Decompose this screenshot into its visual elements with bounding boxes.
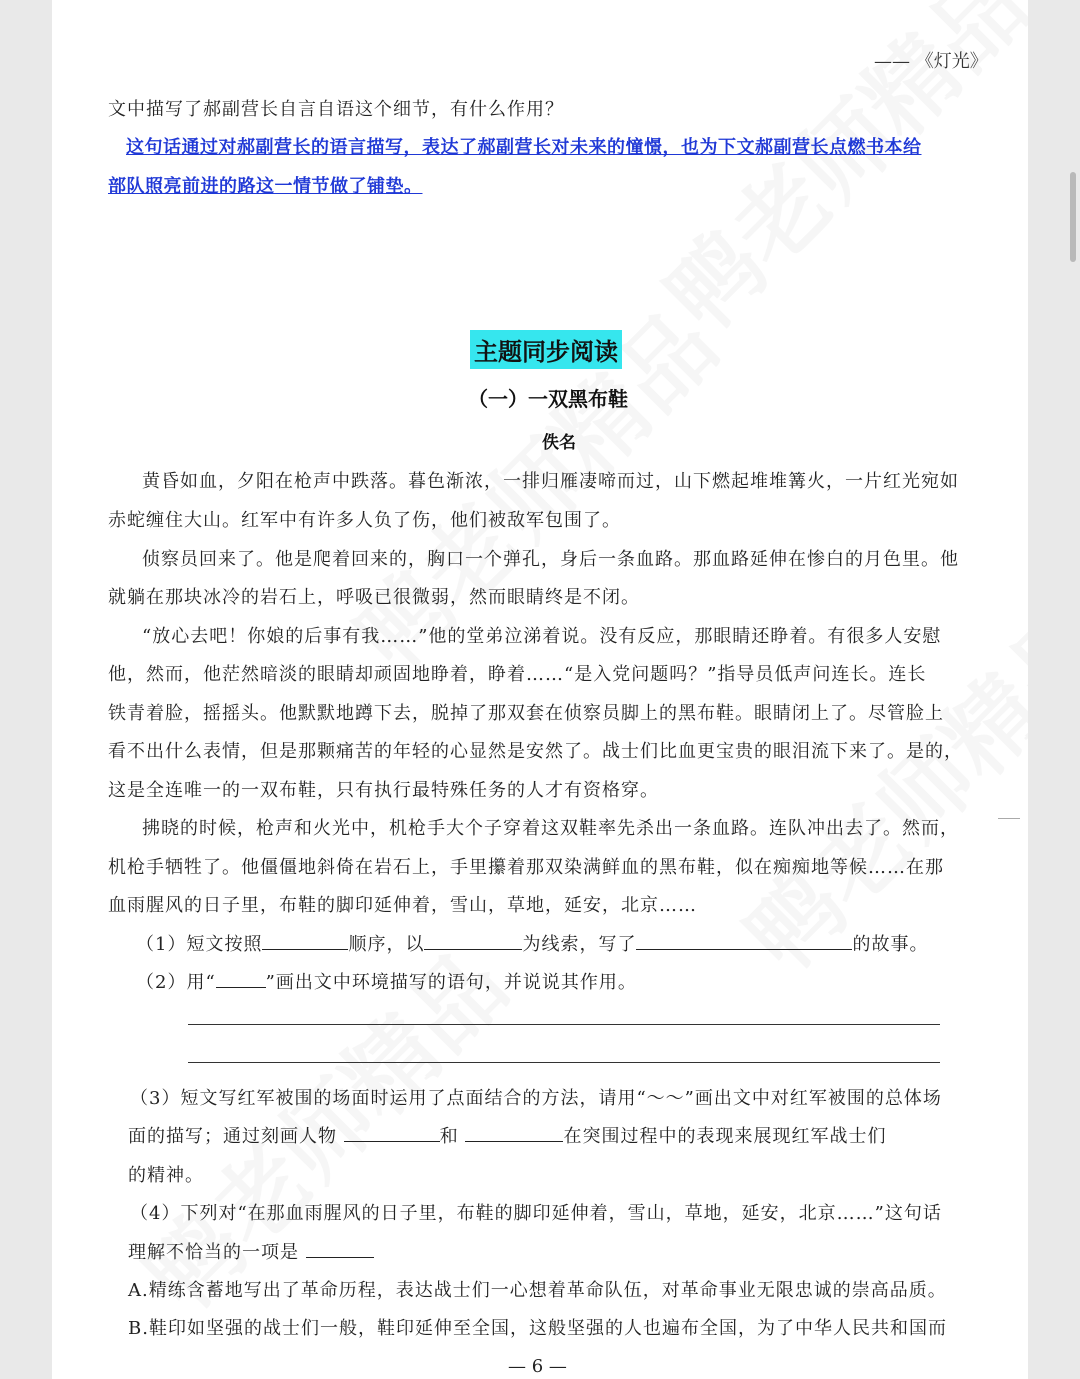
answer-line-2: 部队照亮前进的路这一情节做了铺垫。 — [108, 176, 423, 197]
blank-field[interactable] — [465, 1123, 563, 1142]
question-3-line-1: （3）短文写红军被围的场面时运用了点面结合的方法，请用“～～”画出文中对红军被围的总体场 — [130, 1088, 942, 1109]
blank-field[interactable] — [216, 969, 266, 988]
margin-dash — [998, 818, 1020, 819]
paragraph-line: 侦察员回来了。他是爬着回来的，胸口一个弹孔，身后一条血路。那血路延伸在惨白的月色里。他 — [142, 549, 959, 570]
document-page — [52, 0, 1028, 1379]
blank-field[interactable] — [424, 931, 522, 950]
paragraph-line: 看不出什么表情，但是那颗痛苦的年轻的心显然是安然了。战士们比血更宝贵的眼泪流下来了。是的， — [108, 741, 963, 762]
paragraph-line: 血雨腥风的日子里，布鞋的脚印延伸着，雪山，草地，延安，北京…… — [108, 895, 697, 916]
paragraph-line: 黄昏如血，夕阳在枪声中跌落。暮色渐浓，一排归雁凄啼而过，山下燃起堆堆篝火，一片红光宛如 — [142, 471, 959, 492]
paragraph-line: “放心去吧！你娘的后事有我……”他的堂弟泣涕着说。没有反应，那眼睛还睁着。有很多人安慰 — [142, 626, 942, 647]
question-3-line-3: 的精神。 — [128, 1165, 204, 1186]
author: 佚名 — [542, 433, 576, 453]
question-4-line-2: 理解不恰当的一项是 — [128, 1238, 374, 1264]
blank-field[interactable] — [262, 931, 348, 950]
scrollbar-thumb[interactable] — [1070, 172, 1076, 262]
blank-field[interactable] — [636, 931, 852, 950]
paragraph-line: 这是全连唯一的一双布鞋，只有执行最特殊任务的人才有资格穿。 — [108, 780, 659, 801]
paragraph-line: 铁青着脸，摇摇头。他默默地蹲下去，脱掉了那双套在侦察员脚上的黑布鞋。眼睛闭上了。尽管脸上 — [108, 703, 944, 724]
answer-line[interactable] — [188, 1062, 940, 1063]
paragraph-line: 他，然而，他茫然暗淡的眼睛却顽固地睁着，睁着……“是入党问题吗？”指导员低声问连长。连长 — [108, 664, 927, 685]
question-line: 文中描写了郝副营长自言自语这个细节，有什么作用？ — [108, 99, 564, 120]
story-title: （一）一双黑布鞋 — [468, 387, 628, 411]
paragraph-line: 赤蛇缠住大山。红军中有许多人负了伤，他们被敌军包围了。 — [108, 510, 621, 531]
page-number: — 6 — — [508, 1356, 567, 1377]
section-title: 主题同步阅读 — [470, 330, 622, 369]
question-4-line-1: （4）下列对“在那血雨腥风的日子里，布鞋的脚印延伸着，雪山，草地，延安，北京……”这句话 — [130, 1203, 942, 1224]
paragraph-line: 拂晓的时候，枪声和火光中，机枪手大个子穿着这双鞋率先杀出一条血路。连队冲出去了。然而， — [142, 818, 959, 839]
question-1: （1）短文按照 顺序，以 为线索，写了 的故事。 — [136, 930, 928, 956]
question-2: （2）用“ ”画出文中环境描写的语句，并说说其作用。 — [136, 968, 637, 994]
source-line: —— 《灯光》 — [874, 51, 988, 72]
blank-field[interactable] — [306, 1239, 374, 1258]
blank-field[interactable] — [344, 1123, 440, 1142]
option-a: A.精练含蓄地写出了革命历程，表达战士们一心想着革命队伍，对革命事业无限忠诚的崇高品质。 — [128, 1280, 947, 1301]
paragraph-line: 机枪手牺牲了。他僵僵地斜倚在岩石上，手里攥着那双染满鲜血的黑布鞋，似在痴痴地等候……在那 — [108, 857, 944, 878]
answer-line[interactable] — [188, 1024, 940, 1025]
paragraph-line: 就躺在那块冰冷的岩石上，呼吸已很微弱，然而眼睛终是不闭。 — [108, 587, 640, 608]
answer-line-1: 这句话通过对郝副营长的语言描写，表达了郝副营长对未来的憧憬，也为下文郝副营长点燃书本给 — [126, 137, 922, 158]
question-3-line-2: 面的描写；通过刻画人物 和 在突围过程中的表现来展现红军战士们 — [128, 1122, 886, 1148]
option-b: B.鞋印如坚强的战士们一般，鞋印延伸至全国，这般坚强的人也遍布全国，为了中华人民共和国而 — [128, 1318, 947, 1339]
